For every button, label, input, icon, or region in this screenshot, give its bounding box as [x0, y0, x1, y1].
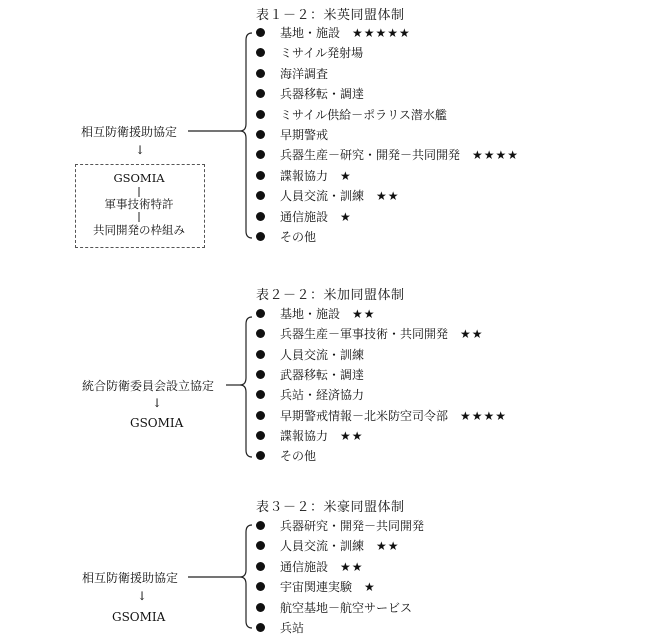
section1-item-label: ミサイル供給－ポラリス潜水艦 [280, 107, 447, 122]
section1-item [256, 167, 352, 185]
section2-item-label: 兵站・経済協力 [280, 388, 365, 403]
bullet-icon [256, 350, 265, 359]
section1-item-stars: ★★★★★ [352, 26, 411, 40]
section1-item-label: 兵器生産－研究・開発－共同開発 [280, 148, 461, 163]
section3-item-label: 航空基地－航空サービス [280, 600, 413, 615]
section1-title: 表１－２：米英同盟体制 [256, 8, 405, 23]
section2-item [256, 305, 376, 323]
section3-item-label: 宇宙関連実験 [280, 580, 353, 595]
section2-item-stars: ★★ [352, 307, 376, 321]
bullet-icon [256, 541, 265, 550]
section1-treaty: 相互防衛援助協定 [81, 125, 178, 139]
section2-item-label: 人員交流・訓練 [280, 347, 365, 362]
section1-item [256, 208, 352, 226]
bullet-icon [256, 623, 265, 632]
section3-treaty: 相互防衛援助協定 [82, 571, 179, 585]
section1-bracket [240, 33, 252, 238]
section1-item-stars: ★ [340, 209, 352, 224]
section3-item-stars: ★★ [376, 539, 400, 554]
section1-item-label: 基地・施設 [280, 26, 341, 40]
section2-arrow: ↓ [152, 396, 163, 410]
bullet-icon [256, 130, 265, 139]
section1-item [256, 44, 363, 62]
section3-item-label: 人員交流・訓練 [280, 539, 365, 554]
section1-item [256, 126, 328, 144]
section1-item-label: 兵器移転・調達 [280, 87, 365, 102]
section3-title: 表３－２：米豪同盟体制 [256, 500, 405, 515]
section3-item [256, 517, 424, 535]
section1-item-stars: ★★ [376, 189, 400, 204]
section1-item-label: 人員交流・訓練 [280, 189, 365, 204]
bullet-icon [256, 48, 265, 57]
section3-item [256, 619, 304, 637]
section2-item [256, 407, 507, 425]
bullet-icon [256, 562, 265, 571]
bullet-icon [256, 69, 265, 78]
section1-item-label: 海洋調査 [280, 66, 329, 81]
section3-item [256, 599, 412, 617]
bullet-icon [256, 191, 265, 200]
bullet-icon [256, 171, 265, 180]
section3-item-stars: ★★ [340, 559, 364, 574]
box-line-patent: 軍事技術特許 [104, 197, 174, 211]
section1-item-stars: ★★★★ [472, 148, 520, 163]
section2-item [256, 386, 364, 404]
section2-item-label: 武器移転・調達 [280, 367, 365, 382]
section3-bracket [240, 525, 252, 628]
section2-bracket [240, 317, 252, 457]
bullet-icon [256, 232, 265, 241]
bullet-icon [256, 370, 265, 379]
bullet-icon [256, 521, 265, 530]
section2-item-stars: ★★★★ [460, 408, 508, 423]
bullet-icon [256, 582, 265, 591]
section2-item-stars: ★★ [340, 428, 364, 443]
bullet-icon [256, 603, 265, 612]
section1-item-stars: ★ [340, 168, 352, 183]
section1-item [256, 106, 447, 124]
section3-item-label: 兵站 [280, 621, 305, 635]
bullet-icon [256, 150, 265, 159]
section1-item [256, 85, 364, 103]
bullet-icon [256, 110, 265, 119]
section3-item-label: 通信施設 [280, 559, 329, 574]
section3-arrow: ↓ [137, 589, 148, 603]
section1-item [256, 228, 316, 246]
section3-item [256, 578, 376, 596]
bullet-icon [256, 28, 265, 37]
section3-item [256, 537, 400, 555]
section2-item [256, 346, 364, 364]
section2-item-label: 兵器生産－軍事技術・共同開発 [280, 327, 449, 342]
section1-item [256, 146, 519, 164]
section1-item-label: 諜報協力 [280, 168, 329, 183]
section2-title: 表２－２：米加同盟体制 [256, 288, 405, 303]
section1-item [256, 24, 411, 42]
section1-item-label: 通信施設 [280, 209, 329, 224]
section1-item-label: 早期警戒 [280, 128, 329, 142]
box-line-joint-dev: 共同開発の枠組み [93, 223, 185, 237]
section2-item [256, 447, 316, 465]
section2-gsomia: GSOMIA [130, 416, 184, 430]
bullet-icon [256, 89, 265, 98]
section1-item [256, 65, 328, 83]
bullet-icon [256, 390, 265, 399]
section1-item [256, 187, 400, 205]
section2-item [256, 325, 484, 343]
bullet-icon [256, 411, 265, 420]
section2-item [256, 366, 364, 384]
section2-item-stars: ★★ [460, 327, 484, 342]
bullet-icon [256, 212, 265, 221]
section2-item-label: 諜報協力 [280, 428, 329, 443]
bullet-icon [256, 451, 265, 460]
section2-item-label: 早期警戒情報－北米防空司令部 [280, 408, 449, 423]
section3-item [256, 558, 364, 576]
section1-item-label: その他 [280, 230, 317, 244]
section3-item-label: 兵器研究・開発－共同開発 [280, 519, 425, 533]
section2-item-label: 基地・施設 [280, 307, 341, 321]
section3-gsomia: GSOMIA [112, 610, 166, 624]
section2-item-label: その他 [280, 449, 317, 464]
section1-item-label: ミサイル発射場 [280, 46, 364, 61]
box-line-gsomia: GSOMIA [113, 171, 165, 185]
section2-treaty: 統合防衛委員会設立協定 [82, 379, 215, 393]
section3-item-stars: ★ [364, 580, 376, 595]
section2-item [256, 427, 364, 445]
bullet-icon [256, 329, 265, 338]
bullet-icon [256, 309, 265, 318]
bullet-icon [256, 431, 265, 440]
section1-arrow: ↓ [135, 143, 146, 157]
